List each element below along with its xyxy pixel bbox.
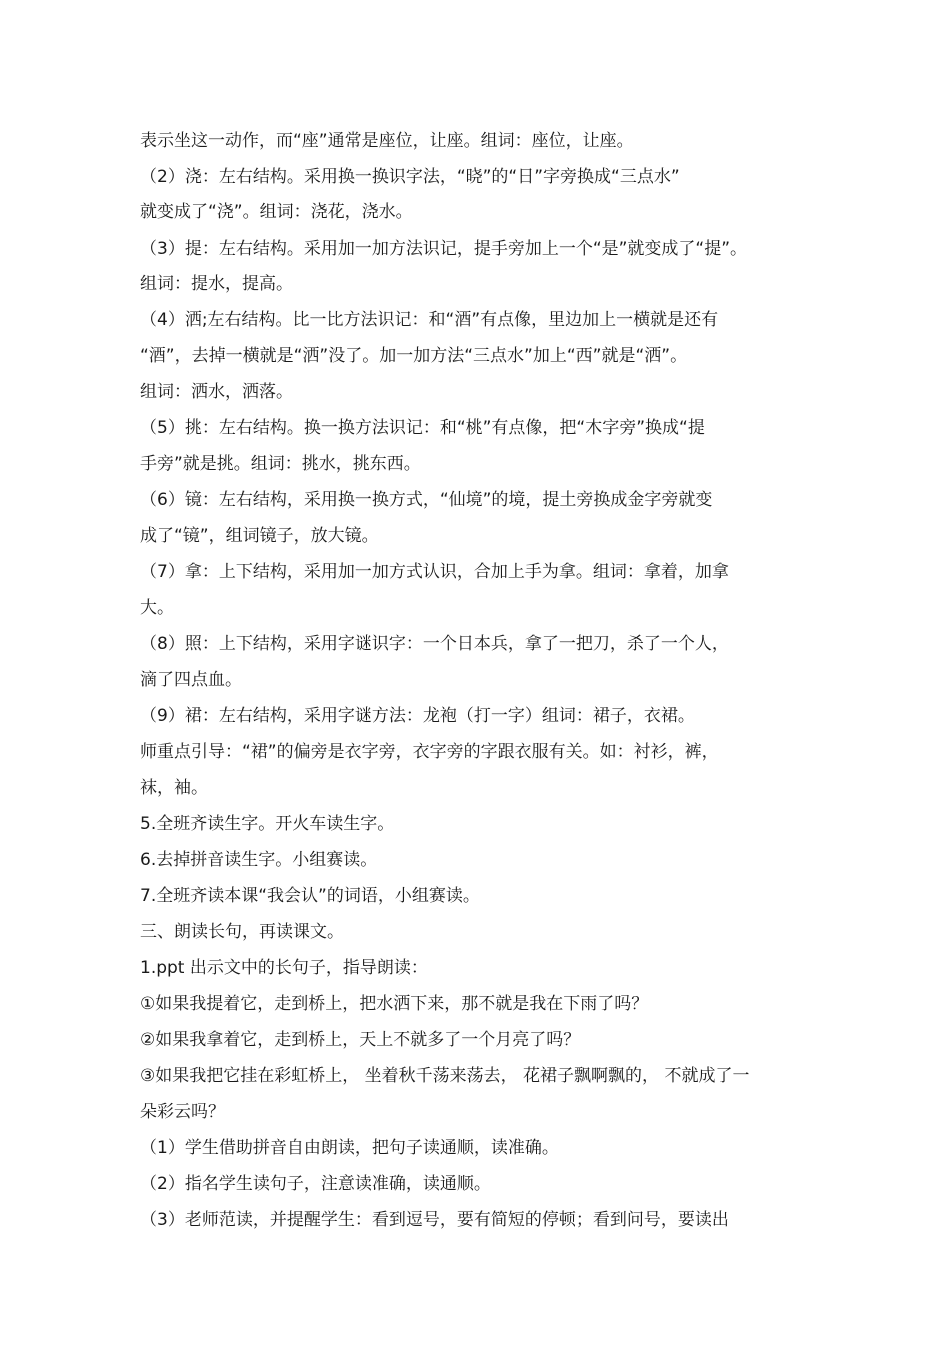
text-line: 大。 xyxy=(140,598,174,618)
text-line: （3）老师范读，并提醒学生：看到逗号，要有简短的停顿；看到问号，要读出 xyxy=(140,1210,729,1230)
text-line: 朵彩云吗？ xyxy=(140,1102,225,1122)
text-line: 1.ppt 出示文中的长句子，指导朗读： xyxy=(140,958,428,978)
text-line: ③如果我把它挂在彩虹桥上， 坐着秋千荡来荡去， 花裙子飘啊飘的， 不就成了一 xyxy=(140,1066,750,1086)
text-line: 组词：洒水，洒落。 xyxy=(140,382,293,402)
text-line: 师重点引导：“裙”的偏旁是衣字旁，衣字旁的字跟衣服有关。如：衬衫，裤， xyxy=(140,742,719,762)
text-line: 6.去掉拼音读生字。小组赛读。 xyxy=(140,850,378,870)
text-line: （2）浇：左右结构。采用换一换识字法，“晓”的“日”字旁换成“三点水” xyxy=(140,167,680,187)
text-line: ①如果我提着它，走到桥上，把水洒下来，那不就是我在下雨了吗？ xyxy=(140,994,649,1014)
text-line: （2）指名学生读句子，注意读准确，读通顺。 xyxy=(140,1174,491,1194)
text-line: （7）拿：上下结构，采用加一加方式认识，合加上手为拿。组词：拿着，加拿 xyxy=(140,562,729,582)
text-line: （3）提：左右结构。采用加一加方法识记，提手旁加上一个“是”就变成了“提”。 xyxy=(140,239,748,259)
text-line: 三、朗读长句，再读课文。 xyxy=(140,922,344,942)
text-line: （4）洒;左右结构。比一比方法识记：和“酒”有点像，里边加上一横就是还有 xyxy=(140,310,719,330)
text-line: 组词：提水，提高。 xyxy=(140,274,293,294)
text-line: （5）挑：左右结构。换一换方法识记：和“桃”有点像，把“木字旁”换成“提 xyxy=(140,418,705,438)
text-line: 滴了四点血。 xyxy=(140,670,242,690)
text-line: 5.全班齐读生字。开火车读生字。 xyxy=(140,814,395,834)
text-line: （6）镜：左右结构，采用换一换方式，“仙境”的境，提土旁换成金字旁就变 xyxy=(140,490,713,510)
text-line: （8）照：上下结构，采用字谜识字：一个日本兵，拿了一把刀，杀了一个人， xyxy=(140,634,729,654)
text-line: 成了“镜”，组词镜子，放大镜。 xyxy=(140,526,379,546)
text-line: 就变成了“浇”。组词：浇花，浇水。 xyxy=(140,202,413,222)
text-line: 表示坐这一动作，而“座”通常是座位，让座。组词：座位，让座。 xyxy=(140,131,634,151)
text-line: （1）学生借助拼音自由朗读，把句子读通顺，读准确。 xyxy=(140,1138,559,1158)
text-line: ②如果我拿着它，走到桥上，天上不就多了一个月亮了吗？ xyxy=(140,1030,581,1050)
text-line: 袜，袖。 xyxy=(140,778,208,798)
text-line: （9）裙：左右结构，采用字谜方法：龙袍（打一字）组词：裙子，衣裙。 xyxy=(140,706,695,726)
text-line: “酒”，去掉一横就是“洒”没了。加一加方法“三点水”加上“西”就是“洒”。 xyxy=(140,346,688,366)
text-line: 7.全班齐读本课“我会认”的词语，小组赛读。 xyxy=(140,886,480,906)
text-line: 手旁”就是挑。组词：挑水，挑东西。 xyxy=(140,454,421,474)
